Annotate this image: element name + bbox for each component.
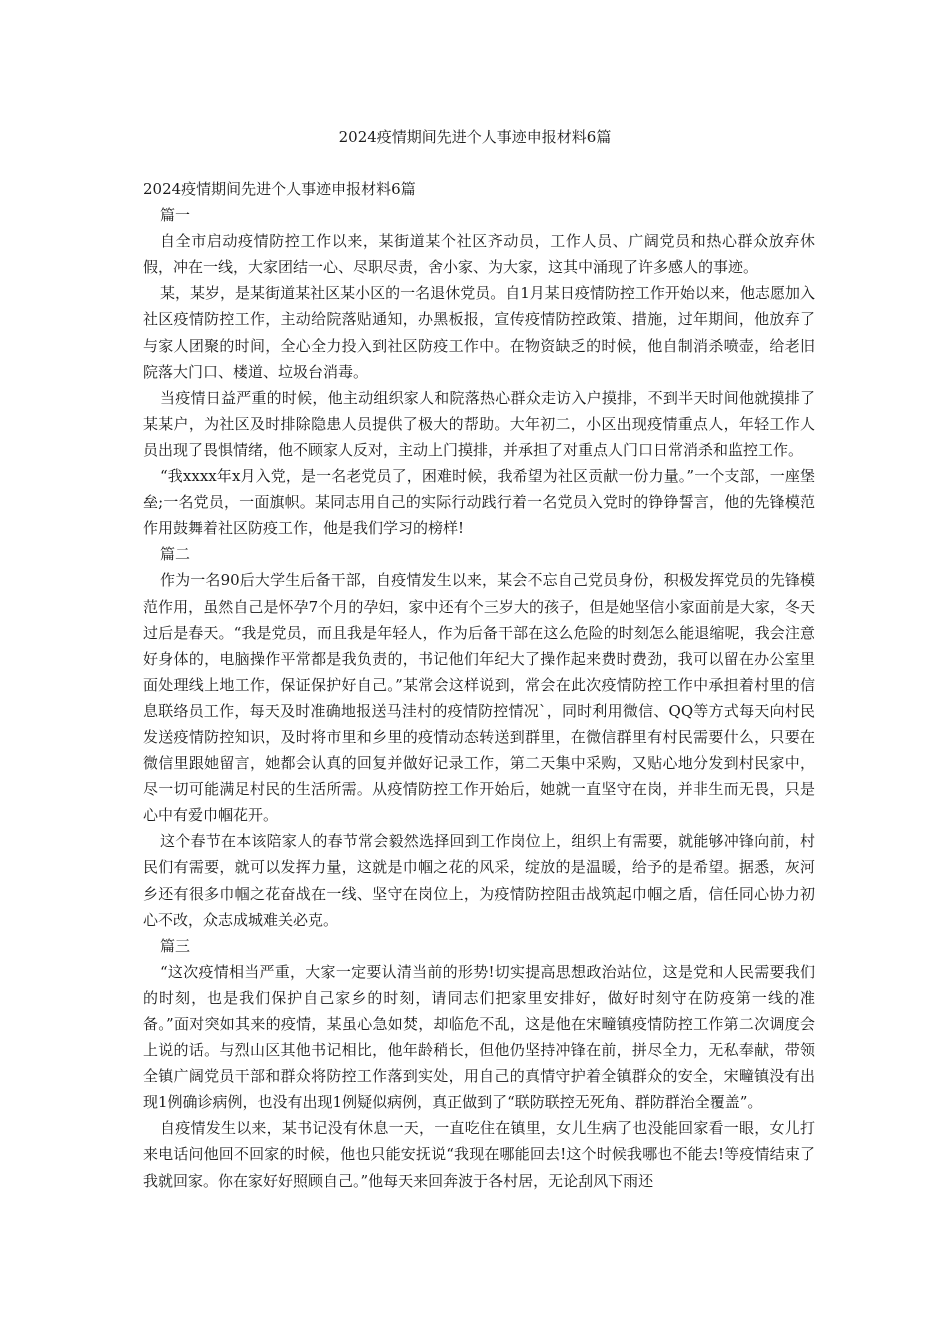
paragraph: 这个春节在本该陪家人的春节常会毅然选择回到工作岗位上，组织上有需要，就能够冲锋向前，村民们有需要，就可以发挥力量，这就是巾帼之花的风采，绽放的是温暖，给予的是希望。据悉，灰河乡还有很多巾帼之花奋战在一线、坚守在岗位上，为疫情防控阻击战筑起巾帼之盾，信任同心协力初心不改，众志成城难关必克。 [143,832,815,929]
paragraph: “我xxxx年x月入党，是一名老党员了，困难时候，我希望为社区贡献一份力量。”一个支部，一座堡垒;一名党员，一面旗帜。某同志用自己的实际行动践行着一名党员入党时的铮铮誓言，他的先锋模范作用鼓舞着社区防疫工作，他是我们学习的榜样! [143,467,815,538]
paragraph: 作为一名90后大学生后备干部，自疫情发生以来，某会不忘自己党员身份，积极发挥党员的先锋模范作用，虽然自己是怀孕7个月的孕妇，家中还有个三岁大的孩子，但是她坚信小家面前是大家，冬天过后是春天。“我是党员，而且我是年轻人，作为后备干部在这么危险的时刻怎么能退缩呢，我会注意好身体的，电脑操作平常都是我负责的，书记他们年纪大了操作起来费时费劲，我可以留在办公室里面处理线上地工作，保证保护好自己。”某常会这样说到，常会在此次疫情防控工作中承担着村里的信息联络员工作，每天及时准确地报送马洼村的疫情防控情况`，同时利用微信、QQ等方式每天向村民发送疫情防控知识，及时将市里和乡里的疫情动态转送到群里，在微信群里有村民需要什么，只要在微信里跟她留言，她都会认真的回复并做好记录工作，第二天集中采购，又贴心地分发到村民家中，尽一切可能满足村民的生活所需。从疫情防控工作开始后，她就一直坚守在岗，并非生而无畏，只是心中有爱巾帼花开。 [143,571,815,825]
paragraph: “这次疫情相当严重，大家一定要认清当前的形势!切实提高思想政治站位，这是党和人民需要我们的时刻，也是我们保护自己家乡的时刻，请同志们把家里安排好，做好时刻守在防疫第一线的准备。”面对突如其来的疫情，某虽心急如焚，却临危不乱，这是他在宋疃镇疫情防控工作第二次调度会上说的话。与烈山区其他书记相比，他年龄稍长，但他仍坚持冲锋在前，拼尽全力，无私奉献，带领全镇广阔党员干部和群众将防控工作落到实处，用自己的真情守护着全镇群众的安全，宋疃镇没有出现1例确诊病例，也没有出现1例疑似病例，真正做到了“联防联控无死角、群防群治全覆盖”。 [143,962,815,1112]
paragraph: 当疫情日益严重的时候，他主动组织家人和院落热心群众走访入户摸排，不到半天时间他就摸排了某某户，为社区及时排除隐患人员提供了极大的帮助。大年初二，小区出现疫情重点人，年轻工作人员出现了畏惧情绪，他不顾家人反对，主动上门摸排，并承担了对重点人门口日常消杀和监控工作。 [143,388,815,459]
paragraph: 自疫情发生以来，某书记没有休息一天，一直吃住在镇里，女儿生病了也没能回家看一眼，女儿打来电话问他回不回家的时候，他也只能安抚说“我现在哪能回去!这个时候我哪也不能去!等疫情结束了我就回家。你在家好好照顾自己。”他每天来回奔波于各村居，无论刮风下雨还 [143,1119,815,1190]
paragraph: 某，某岁，是某街道某社区某小区的一名退休党员。自1月某日疫情防控工作开始以来，他志愿加入社区疫情防控工作，主动给院落贴通知，办黑板报，宣传疫情防控政策、措施，过年期间，他放弃了与家人团聚的时间，全心全力投入到社区防疫工作中。在物资缺乏的时候，他自制消杀喷壶，给老旧院落大门口、楼道、垃圾台消毒。 [143,284,815,381]
section-heading-3: 篇三 [160,936,191,955]
document-title: 2024疫情期间先进个人事迹申报材料6篇 [338,128,612,146]
section-heading-2: 篇二 [160,545,191,564]
paragraph: 自全市启动疫情防控工作以来，某街道某个社区齐动员，工作人员、广阔党员和热心群众放弃休假，冲在一线，大家团结一心、尽职尽责，舍小家、为大家，这其中涌现了许多感人的事迹。 [143,232,815,277]
document-body [143,176,815,1194]
document-subtitle: 2024疫情期间先进个人事迹申报材料6篇 [143,180,416,198]
section-heading-1: 篇一 [160,206,191,225]
